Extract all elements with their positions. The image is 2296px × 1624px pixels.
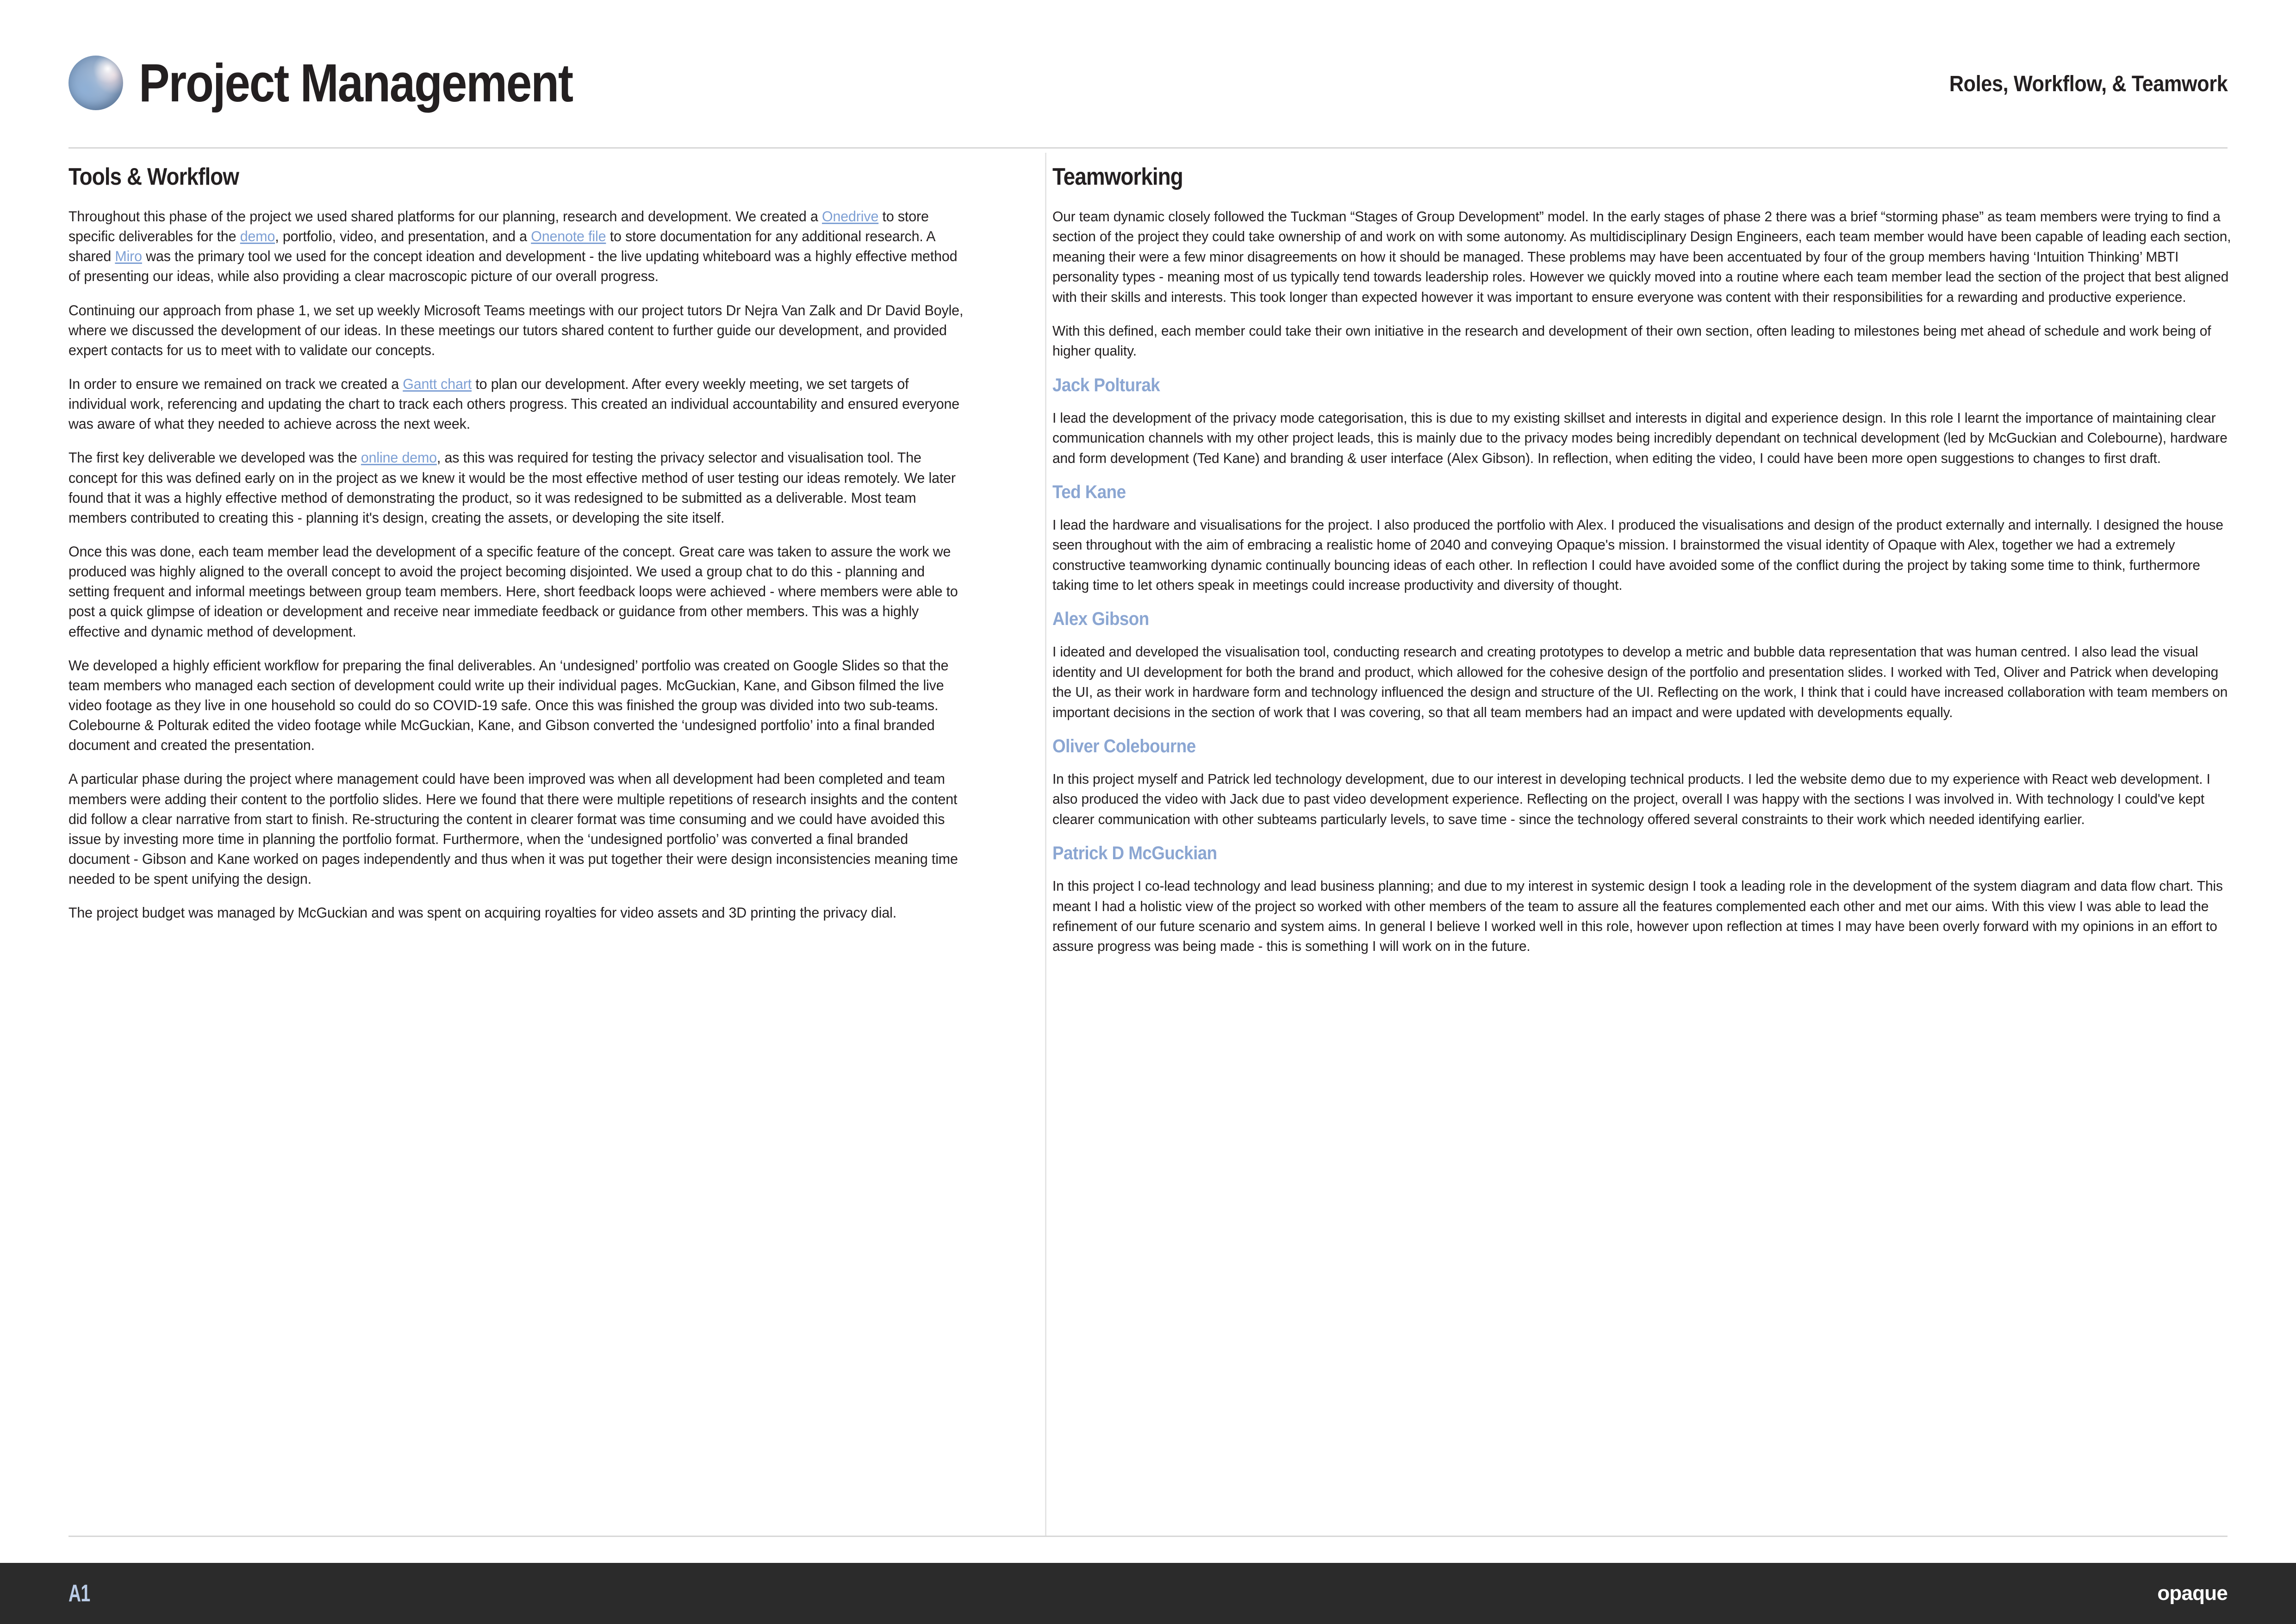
paragraph	[68, 656, 964, 756]
inline-link[interactable]: demo	[240, 228, 275, 245]
team-member-description: I lead the hardware and visualisations for the project. I also produced the portfolio with Alex. I produced the visualisations and design of the product externally and internally. I designed the house seen throughout with the aim of embracing a realistic home of 2040 and conveying Opaque's mission. I brainstormed the visual identity of Opaque with Alex, together we had a extremely constructive teamworking dynamic continually bouncing ideas of each other. In reflection I could have avoided some of the conflict during the project by taking some time to think, furthermore taking time to let others speak in meetings could increase productivity and diversity of thought.	[1052, 516, 2223, 593]
team-member-name: Ted Kane	[1052, 481, 1126, 502]
team-member-description: In this project myself and Patrick led technology development, due to our interest in developing technical products. I led the website demo due to my experience with React web development. I also produced the video with Jack due to past video development experience. Reflecting on the project, overall I was happy with the sections I was involved in. With technology I could've kept clearer communication with other subteams particularly levels, to save time - since the technology offered several constraints to their work which needed identifying earlier.	[1052, 771, 2210, 827]
footer-brand: opaque	[2157, 1582, 2228, 1605]
paragraph	[68, 903, 964, 923]
team-member-name: Patrick D McGuckian	[1052, 843, 1217, 864]
text-run: was the primary tool we used for the concept ideation and development - the live updating whiteboard was a highly effective method of presenting our ideas, while also providing a clear macroscopic picture of our overall progress.	[68, 248, 958, 285]
text-run: to store specific deliverables for the	[68, 208, 929, 245]
brand-row	[68, 53, 2228, 113]
inline-link[interactable]: Onenote file	[531, 228, 606, 245]
paragraph	[68, 542, 964, 642]
text-run: In order to ensure we remained on track we created a	[68, 375, 403, 392]
sphere-logo-icon	[68, 56, 123, 110]
paragraph	[68, 448, 964, 528]
team-member-description: In this project I co-lead technology and lead business planning; and due to my interest in systemic design I took a leading role in the development of the system diagram and data flow chart. This meant I had a holistic view of the project so worked with other members of the team to assure all the features complemented each other and met our aims. With this view I was able to lead the refinement of our future scenario and system aims. In general I believe I worked well in this role, however upon reflection at times I may have been overly forward with my opinions in an effort to assure progress was being made - this is something I will work on in the future.	[1052, 878, 2223, 955]
text-run: to plan our development. After every weekly meeting, we set targets of individual work, referencing and updating the chart to track each others progress. This created an individual accountability and ensured everyone was aware of what they needed to achieve across the next week.	[68, 375, 960, 432]
page-title: Project Management	[139, 53, 572, 113]
team-member-name: Alex Gibson	[1052, 609, 1149, 630]
text-run: to store documentation for any additional research. A shared	[68, 228, 935, 265]
paragraph: Our team dynamic closely followed the Tuckman “Stages of Group Development” model. In the early stages of phase 2 there was a brief “storming phase” as team members were trying to find a section of the project they could take ownership of and work on with some autonomy. As multidisciplinary Design Engineers, each team member would have been capable of leading each section, meaning their were a few minor disagreements on how it should be managed. These problems may have been accentuated by four of the group members having ‘Intuition Thinking’ MBTI personality types - meaning most of us typically tend towards leadership roles. However we quickly moved into a routine where each team member lead the section of the project that best aligned with their skills and interests. This took longer than expected however it was important to ensure everyone was content with their responsibilities for a rewarding and productive experience.	[1052, 208, 2231, 305]
column-divider	[1045, 153, 1046, 1536]
team-member-description: I ideated and developed the visualisation tool, conducting research and creating prototypes to develop a metric and bubble data representation that was human centred. I also lead the visual identity and UI development for both the brand and product, which allowed for the cohesive design of the portfolio and presentation slides. I worked with Ted, Oliver and Patrick when developing the UI, as their work in hardware form and technology influenced the design and structure of the UI. Reflecting on the work, I think that i could have increased collaboration with team members on important decisions in the section of work that I was covering, so that all team members had an impact and were updated with developments equally.	[1052, 643, 2228, 720]
left-column-body	[68, 206, 996, 923]
footer-page-number: A1	[68, 1580, 90, 1607]
text-run: , portfolio, video, and presentation, and a	[275, 228, 531, 245]
paragraph	[68, 206, 964, 287]
header-divider	[68, 147, 2228, 149]
text-run: A particular phase during the project where management could have been improved was when all development had been completed and team members were adding their content to the portfolio slides. Here we found that there were multiple repetitions of research insights and the content did follow a clear narrative from start to finish. Re-structuring the content in clearer format was time consuming and we could have avoided this issue by investing more time in planning the portfolio format. Furthermore, when the ‘undesigned portfolio’ was converted a final branded document - Gibson and Kane worked on pages independently and thus when it was put together their were design inconsistencies meaning time needed to be spent unifying the design.	[68, 770, 958, 887]
paragraph	[68, 300, 964, 360]
text-run: Once this was done, each team member lead the development of a specific feature of the concept. Great care was taken to assure the work we produced was highly aligned to the overall concept to avoid the project becoming disjointed. We used a group chat to do this - planning and setting frequent and informal meetings between group team members. Here, short feedback loops were achieved - where members were able to post a quick glimpse of ideation or development and receive near immediate feedback or guidance from other members. This was a highly effective and dynamic method of development.	[68, 543, 958, 640]
right-column-heading: Teamworking	[1052, 163, 1183, 190]
right-column	[1052, 163, 2274, 970]
paragraph	[68, 374, 964, 434]
page-footer	[0, 1563, 2296, 1624]
text-run: , as this was required for testing the privacy selector and visualisation tool. The concept for this was defined early on in the project as we knew it would be the most effective method of user testing our ideas remotely. We later found that it was a highly effective method of demonstrating the product, so it was redesigned to be submitted as a deliverable. Most team members contributed to creating this - planning it's design, creating the assets, or developing the site itself.	[68, 449, 956, 526]
teamworking-intro	[1052, 206, 2274, 361]
footer-divider	[68, 1536, 2228, 1537]
paragraph	[68, 769, 964, 889]
inline-link[interactable]: online demo	[361, 449, 437, 466]
team-member-list	[1052, 375, 2274, 956]
left-column-heading: Tools & Workflow	[68, 163, 239, 190]
inline-link[interactable]: Gantt chart	[403, 375, 472, 392]
team-member-name: Oliver Colebourne	[1052, 736, 1196, 757]
inline-link[interactable]: Onedrive	[822, 208, 879, 225]
team-member-description: I lead the development of the privacy mode categorisation, this is due to my existing skillset and interests in digital and experience design. In this role I learnt the importance of maintaining clear communication channels with my other project leads, this is mainly due to the privacy modes being incredibly dependant on technical development (led by McGuckian and Colebourne), hardware and form development (Ted Kane) and branding & user interface (Alex Gibson). In reflection, when editing the video, I could have been more open suggestions to changes to first draft.	[1052, 409, 2228, 466]
text-run: Continuing our approach from phase 1, we set up weekly Microsoft Teams meetings with our project tutors Dr Nejra Van Zalk and Dr David Boyle, where we discussed the development of our ideas. In these meetings our tutors shared content to further guide our development, and provided expert contacts for us to meet with to validate our concepts.	[68, 301, 964, 358]
text-run: The first key deliverable we developed was the	[68, 449, 361, 466]
paragraph: With this defined, each member could take their own initiative in the research and development of their own section, often leading to milestones being met ahead of schedule and work being of higher quality.	[1052, 322, 2211, 359]
text-run: Throughout this phase of the project we used shared platforms for our planning, research and development. We created a	[68, 208, 822, 225]
page-header	[68, 53, 2228, 139]
text-run: The project budget was managed by McGuckian and was spent on acquiring royalties for video assets and 3D printing the privacy dial.	[68, 904, 897, 921]
left-column	[68, 163, 996, 937]
text-run: We developed a highly efficient workflow for preparing the final deliverables. An ‘undesigned’ portfolio was created on Google Slides so that the team members who managed each section of development could write up their individual pages. McGuckian, Kane, and Gibson filmed the live video footage as they live in one household so could do so COVID-19 safe. Once this was finished the group was divided into two sub-teams. Colebourne & Polturak edited the video footage while McGuckian, Kane, and Gibson converted the ‘undesigned portfolio’ into a final branded document and created the presentation.	[68, 656, 949, 754]
team-member-name: Jack Polturak	[1052, 375, 1160, 395]
inline-link[interactable]: Miro	[115, 248, 142, 265]
header-subtitle: Roles, Workflow, & Teamwork	[1949, 72, 2228, 96]
